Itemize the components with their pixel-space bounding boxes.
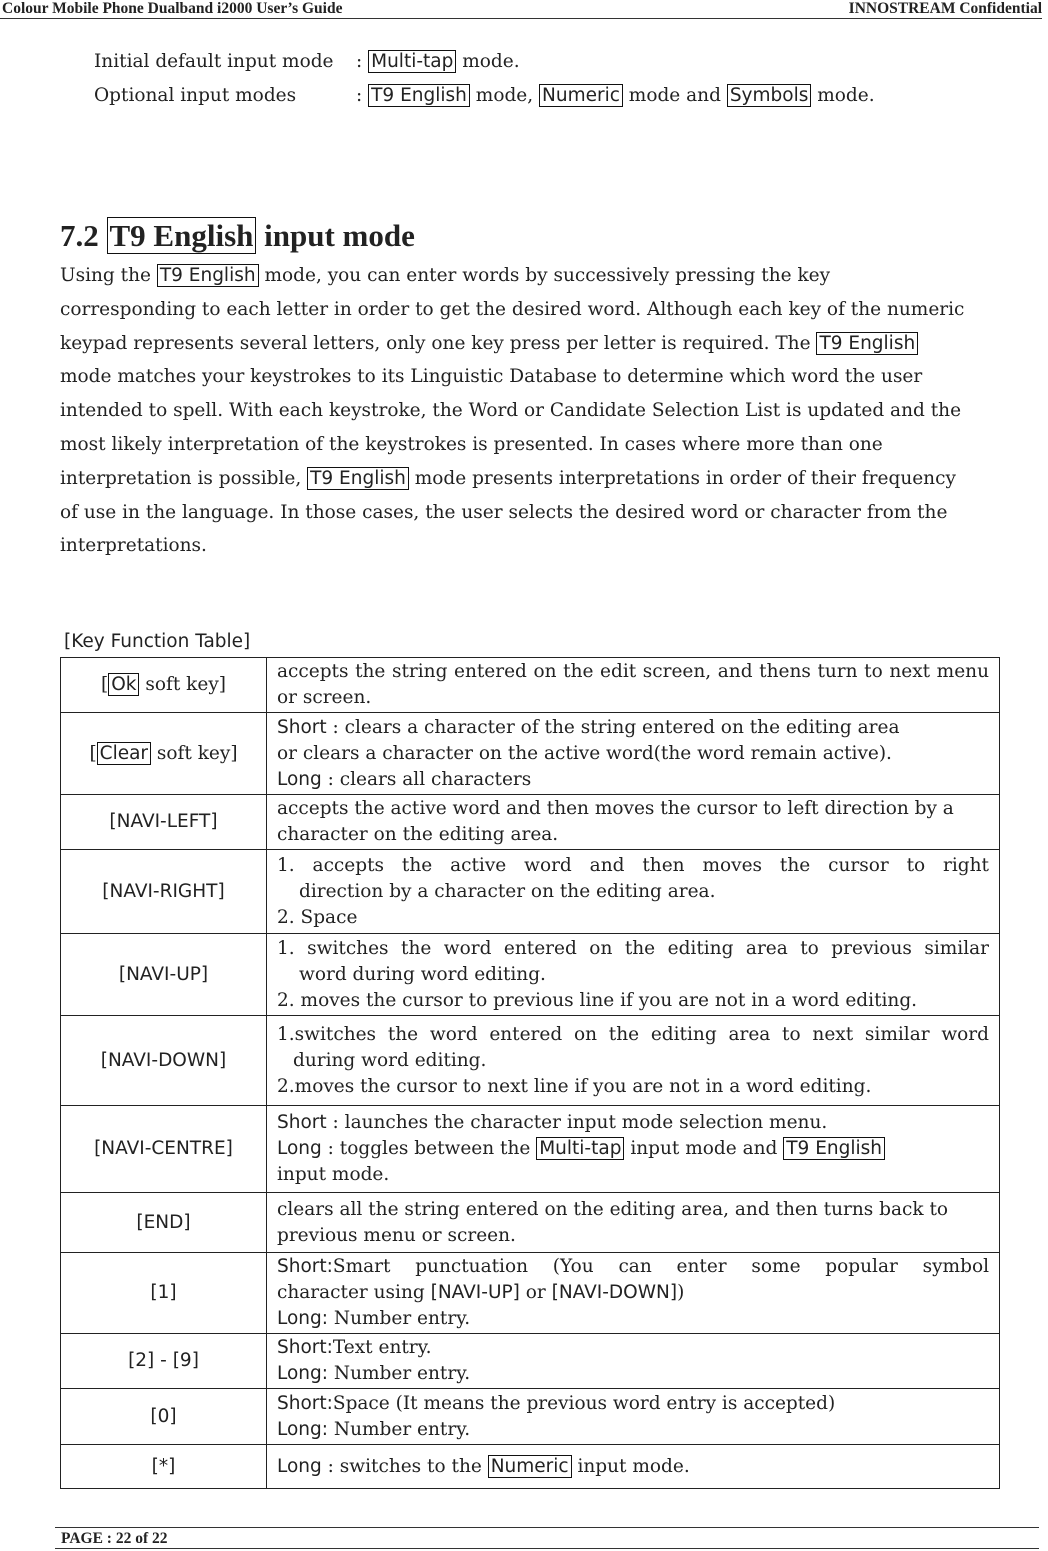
desc-text: : switches to the <box>321 1455 488 1477</box>
table-row <box>61 713 1000 795</box>
long-label: Long: <box>277 1363 329 1384</box>
intro-text: keypad represents several letters, only one key press per letter is required. The <box>60 332 817 354</box>
key-cell: [0] <box>61 1389 267 1445</box>
short-label: Short <box>277 716 327 738</box>
long-label: Long <box>277 768 322 790</box>
desc-cell <box>267 1389 1000 1445</box>
intro-line-2: corresponding to each letter in order to get the desired word. Although each key of the numeric <box>60 298 965 320</box>
desc-line: word during word editing. <box>299 963 546 985</box>
mode-and: mode and <box>622 85 727 106</box>
intro-line-3 <box>60 327 1028 361</box>
table-row <box>61 1253 1000 1334</box>
long-label: Long <box>277 1455 322 1477</box>
desc-line <box>277 767 989 793</box>
short-label: Short: <box>277 1392 333 1414</box>
page-number: PAGE : 22 of 22 <box>61 1530 168 1547</box>
desc-text: ) <box>677 1282 685 1303</box>
key-function-table <box>60 657 1000 1489</box>
desc-text: : toggles between the <box>321 1138 537 1159</box>
intro-text: mode presents interpretations in order of their frequency <box>408 467 956 489</box>
desc-line: 2.moves the cursor to next line if you are not in a word editing. <box>277 1075 872 1097</box>
key-cell: [NAVI-CENTRE] <box>61 1106 267 1193</box>
desc-line: 1. switches the word entered on the editing area to previous similar <box>277 937 989 959</box>
table-row <box>61 1334 1000 1389</box>
desc-text: : clears all characters <box>321 768 532 790</box>
table-row <box>61 658 1000 713</box>
intro-line-7 <box>60 462 1028 496</box>
desc-line <box>277 1417 989 1443</box>
initial-mode-line <box>94 50 520 74</box>
key-cell: [END] <box>61 1193 267 1253</box>
short-label: Short: <box>277 1256 333 1277</box>
page-header <box>0 0 1042 19</box>
multitap-box: Multi-tap <box>536 1137 624 1160</box>
section-number: 7.2 <box>60 218 107 253</box>
section-heading <box>60 216 415 256</box>
desc-cell <box>267 1106 1000 1193</box>
desc-text: character using <box>277 1282 431 1303</box>
key-cell: [1] <box>61 1253 267 1334</box>
desc-line: input mode. <box>277 1164 390 1185</box>
desc-line <box>277 1136 989 1162</box>
intro-text: Using the <box>60 265 157 286</box>
key-cell <box>61 713 267 795</box>
desc-cell: accepts the active word and then moves the cursor to left direction by a character on the editing area. <box>267 795 1000 850</box>
table-row <box>61 1016 1000 1106</box>
t9-box: T9 English <box>368 84 470 107</box>
bracket: [ <box>100 674 109 695</box>
intro-line-5: intended to spell. With each keystroke, the Word or Candidate Selection List is updated and the <box>60 400 962 422</box>
numeric-box: Numeric <box>539 84 623 107</box>
sep: : <box>356 85 369 106</box>
key-cell: [NAVI-UP] <box>61 934 267 1016</box>
navi-down-ref: [NAVI-DOWN] <box>551 1282 678 1303</box>
desc-cell <box>267 713 1000 795</box>
table-row <box>61 1445 1000 1489</box>
key-cell: [2] - [9] <box>61 1334 267 1389</box>
table-row <box>61 795 1000 850</box>
ok-box: Ok <box>108 673 139 696</box>
optional-modes-line <box>94 84 875 108</box>
navi-up-ref: [NAVI-UP] <box>430 1282 520 1303</box>
short-label: Short <box>277 1112 327 1133</box>
desc-text: : clears a character of the string entered on the editing area <box>326 716 900 738</box>
desc-cell: accepts the string entered on the edit screen, and thens turn to next menu or screen. <box>267 658 1000 713</box>
long-label: Long: <box>277 1418 329 1440</box>
desc-line <box>277 1391 989 1417</box>
desc-text: Number entry. <box>328 1418 471 1440</box>
optional-mode-label: Optional input modes <box>94 85 297 106</box>
numeric-box: Numeric <box>488 1455 572 1478</box>
page-footer <box>55 1527 1039 1549</box>
desc-line <box>277 1280 989 1306</box>
mode-comma: mode, <box>469 85 540 106</box>
desc-cell <box>267 1253 1000 1334</box>
desc-line: 2. Space <box>277 906 358 928</box>
mode-word: mode. <box>456 51 520 72</box>
t9-box: T9 English <box>307 467 409 490</box>
mode-word: mode. <box>811 85 875 106</box>
desc-line <box>277 715 989 741</box>
short-label: Short: <box>277 1337 333 1358</box>
desc-cell <box>267 1334 1000 1389</box>
table-row <box>61 1389 1000 1445</box>
intro-line-9: interpretations. <box>60 535 207 557</box>
intro-text: mode, you can enter words by successively pressing the key <box>258 265 831 286</box>
desc-text: input mode and <box>624 1138 784 1159</box>
t9-box: T9 English <box>783 1137 885 1160</box>
long-label: Long: <box>277 1308 329 1329</box>
key-cell <box>61 658 267 713</box>
desc-line <box>277 1254 989 1280</box>
intro-line-4: mode matches your keystrokes to its Linguistic Database to determine which word the user <box>60 366 923 388</box>
key-suffix: soft key] <box>139 674 226 695</box>
desc-line <box>277 1306 989 1332</box>
desc-line: or clears a character on the active word(the word remain active). <box>277 742 892 764</box>
t9-box: T9 English <box>157 264 259 287</box>
desc-line: 1.switches the word entered on the editing area to next similar word <box>277 1023 989 1045</box>
table-row <box>61 1106 1000 1193</box>
key-cell: [NAVI-LEFT] <box>61 795 267 850</box>
initial-mode-label: Initial default input mode <box>94 51 334 72</box>
desc-line <box>277 1361 989 1387</box>
desc-text: Number entry. <box>328 1308 471 1329</box>
clear-box: Clear <box>97 742 151 765</box>
sep: : <box>356 51 369 72</box>
table-caption: [Key Function Table] <box>64 631 251 652</box>
desc-text: Number entry. <box>328 1363 471 1384</box>
desc-line: 2. moves the cursor to previous line if you are not in a word editing. <box>277 989 918 1011</box>
key-cell: [NAVI-DOWN] <box>61 1016 267 1106</box>
bracket: [ <box>89 742 97 764</box>
desc-line <box>277 1110 989 1136</box>
desc-line: 1. accepts the active word and then moves the cursor to right <box>277 854 989 876</box>
table-row <box>61 1193 1000 1253</box>
key-cell: [NAVI-RIGHT] <box>61 850 267 934</box>
desc-line: direction by a character on the editing area. <box>299 880 716 902</box>
symbols-box: Symbols <box>727 84 812 107</box>
desc-text: input mode. <box>571 1455 690 1477</box>
desc-cell <box>267 1016 1000 1106</box>
multitap-box: Multi-tap <box>368 50 456 73</box>
header-title: Colour Mobile Phone Dualband i2000 User’s Guide <box>2 0 343 17</box>
intro-line-8: of use in the language. In those cases, the user selects the desired word or character from the <box>60 501 948 523</box>
desc-cell <box>267 850 1000 934</box>
key-cell: [*] <box>61 1445 267 1489</box>
section-t9-box: T9 English <box>107 217 257 254</box>
section-rest: input mode <box>256 218 415 253</box>
desc-cell <box>267 1445 1000 1489</box>
desc-text: : launches the character input mode selection menu. <box>326 1112 828 1133</box>
t9-box: T9 English <box>816 332 918 355</box>
desc-cell <box>267 934 1000 1016</box>
intro-text: interpretation is possible, <box>60 467 308 489</box>
intro-line-1 <box>60 259 1028 293</box>
header-confidential: INNOSTREAM Confidential <box>848 0 1042 17</box>
table-row <box>61 850 1000 934</box>
desc-text: Space (It means the previous word entry is accepted) <box>332 1392 836 1414</box>
desc-line <box>277 1335 989 1361</box>
desc-text: or <box>519 1282 552 1303</box>
desc-text: Text entry. <box>332 1337 432 1358</box>
table-row <box>61 934 1000 1016</box>
intro-line-6: most likely interpretation of the keystrokes is presented. In cases where more than one <box>60 433 883 455</box>
long-label: Long <box>277 1138 322 1159</box>
desc-line: during word editing. <box>293 1049 487 1071</box>
intro-paragraph <box>60 259 1028 563</box>
desc-text: Smart punctuation (You can enter some popular symbol <box>332 1256 989 1277</box>
key-suffix: soft key] <box>151 742 238 764</box>
desc-cell: clears all the string entered on the editing area, and then turns back to previous menu or screen. <box>267 1193 1000 1253</box>
